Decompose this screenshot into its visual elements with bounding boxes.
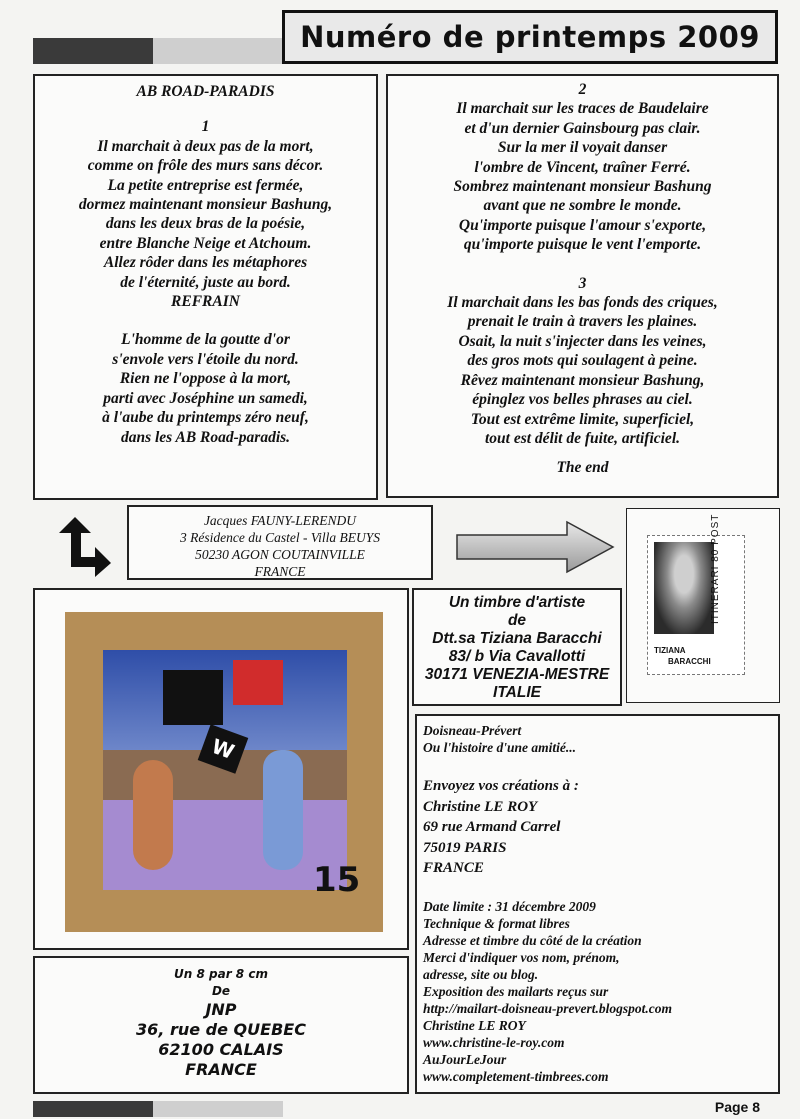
poem-line: épinglez vos belles phrases au ciel. [472, 391, 693, 409]
contact-line: 69 rue Armand Carrel [423, 819, 561, 835]
card-caption-box [33, 956, 409, 1094]
detail-line: Adresse et timbre du côté de la création [423, 932, 642, 948]
stamp-info-line: ITALIE [493, 684, 541, 701]
artwork-panel [33, 588, 409, 950]
caption-line: JNP [205, 1000, 237, 1019]
poem-line: qu'importe puisque le vent l'emporte. [463, 236, 702, 254]
author-address-box [127, 505, 433, 580]
poem-line: entre Blanche Neige et Atchoum. [99, 234, 312, 252]
stamp-info-line: Dtt.sa Tiziana Baracchi [432, 630, 602, 647]
poem-line: dans les deux bras de la poésie, [105, 215, 306, 233]
caption-line: De [211, 984, 231, 998]
poem-line: Tout est extrême limite, superficiel, [470, 410, 695, 428]
website-link[interactable]: www.christine-le-roy.com [423, 1034, 565, 1050]
info-line: Doisneau-Prévert [423, 723, 522, 738]
stanza-number: 2 [578, 81, 587, 98]
page-number: Page 8 [714, 1099, 760, 1115]
detail-line: Merci d'indiquer vos nom, prénom, [423, 949, 620, 965]
header-decor-bar [33, 38, 283, 64]
poem-line: de l'éternité, juste au bord. [120, 273, 291, 291]
info-line: Ou l'histoire d'une amitié... [423, 740, 577, 755]
poem-line: avant que ne sombre le monde. [483, 197, 682, 215]
poem-line: Sombrez maintenant monsieur Bashung [453, 178, 712, 196]
stamp-side-text: ITINERARI 80 POST [710, 513, 721, 624]
info-panel [415, 714, 780, 1094]
contact-line: FRANCE [423, 860, 484, 876]
poem-line: s'envole vers l'étoile du nord. [112, 350, 299, 368]
poem-title: AB ROAD-PARADIS [136, 83, 275, 100]
detail-line: Christine LE ROY [423, 1017, 526, 1033]
artwork-letter: W [198, 724, 249, 773]
contact-line: 75019 PARIS [423, 839, 507, 856]
detail-line: adresse, site ou blog. [423, 966, 539, 982]
poem-line: tout est délit de fuite, artificiel. [484, 429, 680, 447]
stamp-info-line: 83/ b Via Cavallotti [448, 648, 586, 665]
send-label: Envoyez vos créations à : [423, 778, 579, 794]
poem-line: dormez maintenant monsieur Bashung, [78, 196, 333, 214]
poem-line: et d'un dernier Gainsbourg pas clair. [464, 119, 701, 137]
stanza-number: 3 [578, 274, 587, 292]
poem-line: Allez rôder dans les métaphores [103, 254, 308, 272]
blog-link[interactable]: http://mailart-doisneau-prevert.blogspot.com [423, 1000, 672, 1016]
poem-line: Sur la mer il voyait danser [497, 139, 668, 157]
poem-left-panel [33, 74, 378, 500]
stamp-info-line: Un timbre d'artiste [448, 594, 586, 611]
caption-line: 36, rue de QUEBEC [136, 1020, 306, 1039]
poem-line: La petite entreprise est fermée, [107, 176, 304, 194]
address-line: Jacques FAUNY-LERENDU [203, 513, 357, 528]
poem-line: Il marchait sur les traces de Baudelaire [456, 100, 709, 118]
artist-stamp-frame [626, 508, 780, 703]
stamp-name-line2: BARACCHI [668, 657, 711, 666]
stanza-number: 1 [201, 118, 210, 136]
caption-line: 62100 CALAIS [158, 1040, 284, 1059]
portrait-image [654, 542, 714, 634]
stamp-name-line1: TIZIANA [654, 646, 686, 655]
detail-line: Date limite : 31 décembre 2009 [423, 898, 596, 914]
stamp-info-line: de [507, 612, 527, 629]
poem-line: L'homme de la goutte d'or [121, 331, 290, 349]
stamp-info-line: 30171 VENEZIA-MESTRE [424, 666, 610, 683]
right-arrow-icon [455, 520, 617, 574]
detail-line: AuJourLeJour [423, 1051, 507, 1067]
poem-line: à l'aube du printemps zéro neuf, [102, 409, 309, 427]
caption-line: Un 8 par 8 cm [174, 967, 268, 981]
poem-line: Il marchait à deux pas de la mort, [97, 137, 314, 155]
page-title: Numéro de printemps 2009 [282, 10, 778, 64]
website-link[interactable]: www.completement-timbrees.com [423, 1068, 609, 1084]
artwork-card [65, 612, 383, 932]
poem-line: Qu'importe puisque l'amour s'exporte, [458, 216, 707, 234]
address-line: FRANCE [254, 564, 306, 579]
poem-line: comme on frôle des murs sans décor. [87, 157, 324, 175]
contact-line: Christine LE ROY [423, 798, 538, 815]
poem-line: Osait, la nuit s'injecter dans les veines, [458, 332, 707, 350]
poem-line: des gros mots qui soulagent à peine. [467, 352, 698, 370]
address-line: 3 Résidence du Castel - Villa BEUYS [180, 530, 380, 545]
detail-line: Technique & format libres [423, 915, 570, 931]
caption-line: FRANCE [185, 1060, 257, 1079]
poem-line: Rêvez maintenant monsieur Bashung, [460, 371, 705, 389]
turn-arrow-icon [55, 515, 115, 579]
refrain-label: REFRAIN [171, 293, 240, 311]
stamp-info-box [412, 588, 622, 706]
address-line: 50230 AGON COUTAINVILLE [195, 547, 365, 562]
poem-right-panel [386, 74, 779, 498]
poem-line: l'ombre de Vincent, traîner Ferré. [474, 158, 691, 176]
artist-stamp [647, 513, 745, 675]
poem-line: Rien ne l'oppose à la mort, [119, 370, 292, 388]
poem-line: parti avec Joséphine un samedi, [103, 389, 308, 407]
poem-line: dans les AB Road-paradis. [120, 428, 291, 446]
poem-line: Il marchait dans les bas fonds des criques, [447, 294, 718, 312]
detail-line: Exposition des mailarts reçus sur [423, 983, 609, 999]
artwork-image [103, 650, 347, 890]
poem-end: The end [556, 459, 609, 477]
artwork-number: 15 [313, 860, 361, 900]
footer-decor-bar [33, 1101, 283, 1117]
poem-line: prenait le train à travers les plaines. [467, 313, 698, 331]
